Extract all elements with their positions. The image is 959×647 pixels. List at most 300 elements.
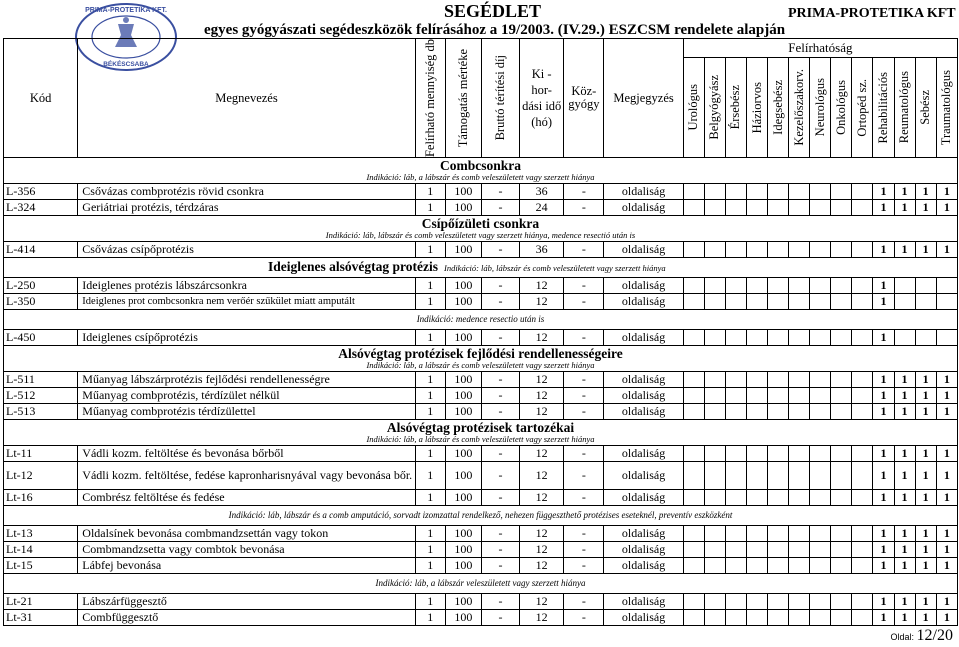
section-indication: Indikáció: láb, a lábszár és comb veleszületett vagy szerzett hiánya — [366, 172, 595, 183]
table-row — [4, 610, 958, 626]
cell-name: Combmandzsetta vagy combtok bevonása — [78, 542, 415, 558]
col-specialist: Rehabilitációs — [873, 57, 894, 157]
cell-specialist-mark — [852, 294, 873, 310]
cell-name: Vádli kozm. feltöltése és bevonása bőrből — [78, 446, 415, 462]
cell-kod: Lt-14 — [4, 542, 78, 558]
cell-kozgy: - — [564, 294, 604, 310]
cell-qty: 1 — [415, 594, 445, 610]
cell-kozgy: - — [564, 526, 604, 542]
cell-kozgy: - — [564, 558, 604, 574]
cell-kozgy: - — [564, 372, 604, 388]
cell-specialist-mark — [725, 446, 746, 462]
cell-specialist-mark: 1 — [915, 404, 936, 420]
cell-specialist-mark — [768, 558, 789, 574]
cell-pct: 100 — [445, 184, 481, 200]
cell-note: oldaliság — [604, 610, 683, 626]
cell-months: 12 — [520, 462, 564, 490]
cell-specialist-mark: 1 — [936, 446, 957, 462]
cell-specialist-mark: 1 — [936, 200, 957, 216]
cell-qty: 1 — [415, 542, 445, 558]
cell-specialist-mark — [810, 200, 831, 216]
cell-note: oldaliság — [604, 526, 683, 542]
cell-specialist-mark: 1 — [915, 526, 936, 542]
cell-specialist-mark — [810, 242, 831, 258]
cell-specialist-mark: 1 — [873, 294, 894, 310]
cell-specialist-mark — [725, 490, 746, 506]
cell-kod: L-512 — [4, 388, 78, 404]
cell-qty: 1 — [415, 404, 445, 420]
cell-months: 12 — [520, 388, 564, 404]
cell-specialist-mark — [789, 526, 810, 542]
cell-specialist-mark: 1 — [915, 184, 936, 200]
cell-specialist-mark — [831, 404, 852, 420]
cell-specialist-mark — [894, 278, 915, 294]
cell-kozgy: - — [564, 388, 604, 404]
cell-specialist-mark — [746, 542, 767, 558]
section-header — [4, 346, 958, 372]
cell-name: Lábszárfüggesztő — [78, 594, 415, 610]
table-row — [4, 278, 958, 294]
cell-specialist-mark — [852, 184, 873, 200]
col-megnevezes: Megnevezés — [78, 39, 415, 158]
cell-pct: 100 — [445, 388, 481, 404]
cell-specialist-mark — [704, 462, 725, 490]
cell-note: oldaliság — [604, 242, 683, 258]
cell-qty: 1 — [415, 242, 445, 258]
col-specialist: Neurológus — [810, 57, 831, 157]
cell-pct: 100 — [445, 294, 481, 310]
cell-specialist-mark — [789, 294, 810, 310]
cell-note: oldaliság — [604, 372, 683, 388]
cell-fee: - — [481, 404, 519, 420]
cell-name: Lábfej bevonása — [78, 558, 415, 574]
cell-note: oldaliság — [604, 542, 683, 558]
cell-months: 12 — [520, 542, 564, 558]
cell-kod: Lt-13 — [4, 526, 78, 542]
section-header — [4, 420, 958, 446]
cell-specialist-mark — [725, 388, 746, 404]
cell-specialist-mark: 1 — [915, 200, 936, 216]
cell-specialist-mark: 1 — [936, 404, 957, 420]
cell-specialist-mark: 1 — [873, 446, 894, 462]
col-specialist: Sebész — [915, 57, 936, 157]
cell-name: Műanyag lábszárprotézis fejlődési rendellenességre — [78, 372, 415, 388]
cell-specialist-mark — [683, 388, 704, 404]
table-row — [4, 242, 958, 258]
table-row — [4, 330, 958, 346]
cell-pct: 100 — [445, 404, 481, 420]
table-row — [4, 594, 958, 610]
page-subtitle: egyes gyógyászati segédeszközök felírásához a 19/2003. (IV.29.) ESZCSM rendelete alapján — [204, 22, 786, 38]
table-row — [4, 446, 958, 462]
table-row — [4, 558, 958, 574]
cell-specialist-mark — [810, 490, 831, 506]
cell-months: 12 — [520, 490, 564, 506]
cell-specialist-mark — [768, 200, 789, 216]
col-kozgyogy: Köz- gyógy — [564, 39, 604, 158]
cell-specialist-mark: 1 — [873, 200, 894, 216]
cell-specialist-mark: 1 — [915, 594, 936, 610]
cell-name: Műanyag combprotézis, térdízület nélkül — [78, 388, 415, 404]
cell-specialist-mark: 1 — [915, 388, 936, 404]
cell-specialist-mark — [831, 278, 852, 294]
cell-specialist-mark — [746, 330, 767, 346]
cell-specialist-mark: 1 — [894, 558, 915, 574]
cell-specialist-mark — [725, 462, 746, 490]
cell-qty: 1 — [415, 184, 445, 200]
cell-qty: 1 — [415, 462, 445, 490]
col-specialist: Reumatológus — [894, 57, 915, 157]
cell-specialist-mark — [894, 330, 915, 346]
cell-name: Vádli kozm. feltöltése, fedése kapronharisnyával vagy bevonása bőr. — [78, 462, 415, 490]
cell-specialist-mark — [894, 294, 915, 310]
cell-specialist-mark: 1 — [936, 242, 957, 258]
table-row — [4, 542, 958, 558]
cell-months: 12 — [520, 610, 564, 626]
cell-specialist-mark — [746, 294, 767, 310]
cell-specialist-mark: 1 — [915, 610, 936, 626]
table-row — [4, 372, 958, 388]
cell-specialist-mark — [852, 558, 873, 574]
cell-specialist-mark — [789, 388, 810, 404]
cell-specialist-mark — [852, 388, 873, 404]
cell-specialist-mark — [683, 610, 704, 626]
cell-fee: - — [481, 526, 519, 542]
section-indication: Indikáció: medence resectio után is — [4, 310, 958, 330]
cell-specialist-mark — [789, 242, 810, 258]
cell-specialist-mark — [789, 200, 810, 216]
cell-kod: L-414 — [4, 242, 78, 258]
cell-specialist-mark — [725, 278, 746, 294]
cell-specialist-mark — [683, 462, 704, 490]
section-header — [4, 258, 958, 278]
cell-specialist-mark — [789, 446, 810, 462]
cell-specialist-mark — [831, 542, 852, 558]
cell-note: oldaliság — [604, 462, 683, 490]
cell-specialist-mark: 1 — [873, 242, 894, 258]
cell-months: 24 — [520, 200, 564, 216]
cell-months: 12 — [520, 558, 564, 574]
cell-specialist-mark — [704, 372, 725, 388]
cell-specialist-mark — [746, 490, 767, 506]
cell-specialist-mark — [831, 330, 852, 346]
cell-kozgy: - — [564, 278, 604, 294]
cell-specialist-mark — [831, 388, 852, 404]
section-title: Combcsonkra — [439, 158, 521, 174]
cell-specialist-mark — [768, 462, 789, 490]
cell-name: Oldalsínek bevonása combmandzsettán vagy tokon — [78, 526, 415, 542]
cell-kozgy: - — [564, 404, 604, 420]
cell-specialist-mark — [789, 184, 810, 200]
cell-specialist-mark — [704, 242, 725, 258]
cell-specialist-mark — [810, 330, 831, 346]
cell-qty: 1 — [415, 278, 445, 294]
cell-months: 36 — [520, 184, 564, 200]
company-name: PRIMA-PROTETIKA KFT — [788, 6, 956, 21]
cell-kod: L-513 — [4, 404, 78, 420]
table-row — [4, 404, 958, 420]
col-tamogatas: Támogatás mértéke — [445, 39, 481, 158]
cell-fee: - — [481, 446, 519, 462]
col-specialist: Belgyógyász — [704, 57, 725, 157]
cell-specialist-mark: 1 — [873, 278, 894, 294]
cell-specialist-mark — [683, 594, 704, 610]
cell-pct: 100 — [445, 330, 481, 346]
cell-specialist-mark — [683, 200, 704, 216]
cell-specialist-mark — [746, 462, 767, 490]
cell-months: 12 — [520, 526, 564, 542]
cell-fee: - — [481, 200, 519, 216]
section-indication: Indikáció: láb, lábszár és a comb amputáció, sorvadt izomzattal rendelkező, nehezen függeszthető protézises eseteknél, preventív eszközként — [4, 506, 958, 526]
cell-specialist-mark — [683, 558, 704, 574]
table-row — [4, 462, 958, 490]
cell-specialist-mark — [936, 294, 957, 310]
cell-kozgy: - — [564, 446, 604, 462]
cell-qty: 1 — [415, 446, 445, 462]
cell-kod: Lt-11 — [4, 446, 78, 462]
cell-specialist-mark — [704, 404, 725, 420]
cell-specialist-mark — [768, 330, 789, 346]
aid-table — [3, 38, 958, 626]
col-specialist: Érsebész — [725, 57, 746, 157]
cell-kod: Lt-16 — [4, 490, 78, 506]
cell-fee: - — [481, 184, 519, 200]
section-header — [4, 158, 958, 184]
cell-specialist-mark: 1 — [873, 542, 894, 558]
cell-specialist-mark — [683, 526, 704, 542]
section-indication: Indikáció: láb, a lábszár veleszületett vagy szerzett hiánya — [4, 574, 958, 594]
cell-pct: 100 — [445, 542, 481, 558]
cell-fee: - — [481, 294, 519, 310]
cell-specialist-mark: 1 — [915, 242, 936, 258]
cell-specialist-mark — [852, 610, 873, 626]
cell-specialist-mark: 1 — [936, 490, 957, 506]
cell-specialist-mark — [768, 610, 789, 626]
cell-specialist-mark: 1 — [873, 372, 894, 388]
cell-qty: 1 — [415, 372, 445, 388]
cell-name: Geriátriai protézis, térdzáras — [78, 200, 415, 216]
cell-specialist-mark: 1 — [936, 558, 957, 574]
cell-specialist-mark — [683, 330, 704, 346]
section-title: Alsóvégtag protézisek fejlődési rendellenességeire — [338, 346, 623, 362]
section-header — [4, 216, 958, 242]
cell-pct: 100 — [445, 610, 481, 626]
cell-specialist-mark — [936, 330, 957, 346]
cell-specialist-mark: 1 — [873, 610, 894, 626]
cell-kod: L-511 — [4, 372, 78, 388]
cell-specialist-mark: 1 — [894, 594, 915, 610]
cell-note: oldaliság — [604, 294, 683, 310]
cell-qty: 1 — [415, 526, 445, 542]
cell-note: oldaliság — [604, 278, 683, 294]
cell-specialist-mark: 1 — [873, 184, 894, 200]
cell-specialist-mark: 1 — [873, 404, 894, 420]
cell-specialist-mark — [768, 594, 789, 610]
col-specialist: Traumatológus — [936, 57, 957, 157]
cell-specialist-mark — [725, 594, 746, 610]
cell-specialist-mark: 1 — [894, 526, 915, 542]
cell-fee: - — [481, 610, 519, 626]
cell-pct: 100 — [445, 372, 481, 388]
cell-specialist-mark: 1 — [894, 542, 915, 558]
cell-fee: - — [481, 558, 519, 574]
cell-fee: - — [481, 372, 519, 388]
cell-kod: L-324 — [4, 200, 78, 216]
cell-specialist-mark — [789, 372, 810, 388]
cell-kozgy: - — [564, 184, 604, 200]
cell-note: oldaliság — [604, 184, 683, 200]
cell-specialist-mark — [915, 330, 936, 346]
cell-specialist-mark — [746, 404, 767, 420]
cell-specialist-mark — [725, 558, 746, 574]
cell-kod: L-350 — [4, 294, 78, 310]
cell-specialist-mark: 1 — [873, 462, 894, 490]
cell-specialist-mark — [768, 184, 789, 200]
cell-specialist-mark — [852, 542, 873, 558]
cell-name: Ideiglenes protézis lábszárcsonkra — [78, 278, 415, 294]
cell-kozgy: - — [564, 200, 604, 216]
cell-specialist-mark — [831, 558, 852, 574]
cell-specialist-mark — [789, 490, 810, 506]
cell-specialist-mark — [852, 330, 873, 346]
cell-specialist-mark — [810, 526, 831, 542]
cell-name: Műanyag combprotézis térdízülettel — [78, 404, 415, 420]
cell-months: 12 — [520, 594, 564, 610]
svg-text:PRIMA-PROTETIKA KFT.: PRIMA-PROTETIKA KFT. — [85, 7, 167, 14]
cell-fee: - — [481, 490, 519, 506]
cell-specialist-mark — [831, 490, 852, 506]
cell-specialist-mark — [768, 542, 789, 558]
cell-specialist-mark — [810, 372, 831, 388]
cell-specialist-mark — [746, 278, 767, 294]
cell-specialist-mark — [704, 330, 725, 346]
cell-specialist-mark — [683, 372, 704, 388]
table-row — [4, 294, 958, 310]
cell-pct: 100 — [445, 446, 481, 462]
cell-specialist-mark — [704, 278, 725, 294]
cell-specialist-mark — [725, 404, 746, 420]
section-title: Csípőízületi csonkra — [421, 216, 540, 232]
cell-specialist-mark — [789, 462, 810, 490]
col-specialist: Onkológus — [831, 57, 852, 157]
cell-note: oldaliság — [604, 404, 683, 420]
cell-specialist-mark — [704, 446, 725, 462]
cell-specialist-mark — [789, 558, 810, 574]
cell-kozgy: - — [564, 490, 604, 506]
cell-kozgy: - — [564, 594, 604, 610]
cell-specialist-mark: 1 — [936, 184, 957, 200]
cell-months: 12 — [520, 404, 564, 420]
col-brutto: Bruttó térítési díj — [481, 39, 519, 158]
cell-months: 12 — [520, 372, 564, 388]
cell-note: oldaliság — [604, 446, 683, 462]
cell-specialist-mark: 1 — [894, 404, 915, 420]
cell-specialist-mark — [810, 388, 831, 404]
cell-pct: 100 — [445, 526, 481, 542]
cell-specialist-mark — [704, 200, 725, 216]
cell-note: oldaliság — [604, 490, 683, 506]
cell-specialist-mark — [789, 542, 810, 558]
cell-fee: - — [481, 462, 519, 490]
cell-fee: - — [481, 542, 519, 558]
cell-specialist-mark: 1 — [894, 200, 915, 216]
cell-kozgy: - — [564, 242, 604, 258]
section-title: Alsóvégtag protézisek tartozékai — [386, 420, 575, 436]
table-row — [4, 490, 958, 506]
col-felirhato: Felírható mennyiség db — [415, 39, 445, 158]
cell-kozgy: - — [564, 462, 604, 490]
cell-specialist-mark — [683, 446, 704, 462]
cell-name: Combfüggesztő — [78, 610, 415, 626]
cell-specialist-mark — [768, 278, 789, 294]
cell-note: oldaliság — [604, 558, 683, 574]
cell-specialist-mark: 1 — [894, 372, 915, 388]
cell-specialist-mark — [768, 404, 789, 420]
cell-specialist-mark — [768, 490, 789, 506]
cell-specialist-mark — [915, 278, 936, 294]
cell-specialist-mark — [852, 594, 873, 610]
cell-specialist-mark — [831, 372, 852, 388]
cell-note: oldaliság — [604, 330, 683, 346]
section-indication: Indikáció: láb, a lábszár és comb veleszületett vagy szerzett hiánya — [366, 360, 595, 371]
cell-specialist-mark — [704, 594, 725, 610]
cell-specialist-mark — [852, 372, 873, 388]
cell-specialist-mark — [725, 330, 746, 346]
cell-months: 12 — [520, 294, 564, 310]
cell-pct: 100 — [445, 242, 481, 258]
cell-fee: - — [481, 594, 519, 610]
cell-qty: 1 — [415, 388, 445, 404]
cell-specialist-mark — [810, 446, 831, 462]
cell-specialist-mark — [746, 558, 767, 574]
cell-qty: 1 — [415, 330, 445, 346]
cell-specialist-mark — [852, 490, 873, 506]
cell-specialist-mark: 1 — [915, 558, 936, 574]
cell-specialist-mark — [831, 294, 852, 310]
cell-specialist-mark — [768, 388, 789, 404]
col-kihordasi: Ki - hor- dási idő (hó) — [520, 39, 564, 158]
cell-qty: 1 — [415, 490, 445, 506]
cell-specialist-mark — [831, 200, 852, 216]
cell-specialist-mark — [852, 200, 873, 216]
cell-specialist-mark: 1 — [915, 372, 936, 388]
cell-qty: 1 — [415, 294, 445, 310]
cell-specialist-mark: 1 — [894, 242, 915, 258]
cell-specialist-mark: 1 — [873, 330, 894, 346]
col-specialist: Urológus — [683, 57, 704, 157]
cell-specialist-mark — [683, 184, 704, 200]
cell-specialist-mark: 1 — [915, 542, 936, 558]
cell-name: Csővázas csípőprotézis — [78, 242, 415, 258]
cell-specialist-mark: 1 — [936, 594, 957, 610]
cell-specialist-mark — [810, 278, 831, 294]
cell-specialist-mark — [746, 594, 767, 610]
cell-qty: 1 — [415, 610, 445, 626]
cell-specialist-mark — [746, 200, 767, 216]
cell-qty: 1 — [415, 558, 445, 574]
page-number: Oldal: 12/20 — [890, 627, 953, 644]
cell-specialist-mark: 1 — [873, 558, 894, 574]
col-megjegyzes: Megjegyzés — [604, 39, 683, 158]
cell-specialist-mark — [683, 404, 704, 420]
col-specialist: Idegsebész — [768, 57, 789, 157]
cell-specialist-mark — [768, 526, 789, 542]
cell-kod: L-356 — [4, 184, 78, 200]
cell-specialist-mark — [704, 610, 725, 626]
cell-fee: - — [481, 388, 519, 404]
cell-specialist-mark — [915, 294, 936, 310]
cell-specialist-mark — [704, 184, 725, 200]
